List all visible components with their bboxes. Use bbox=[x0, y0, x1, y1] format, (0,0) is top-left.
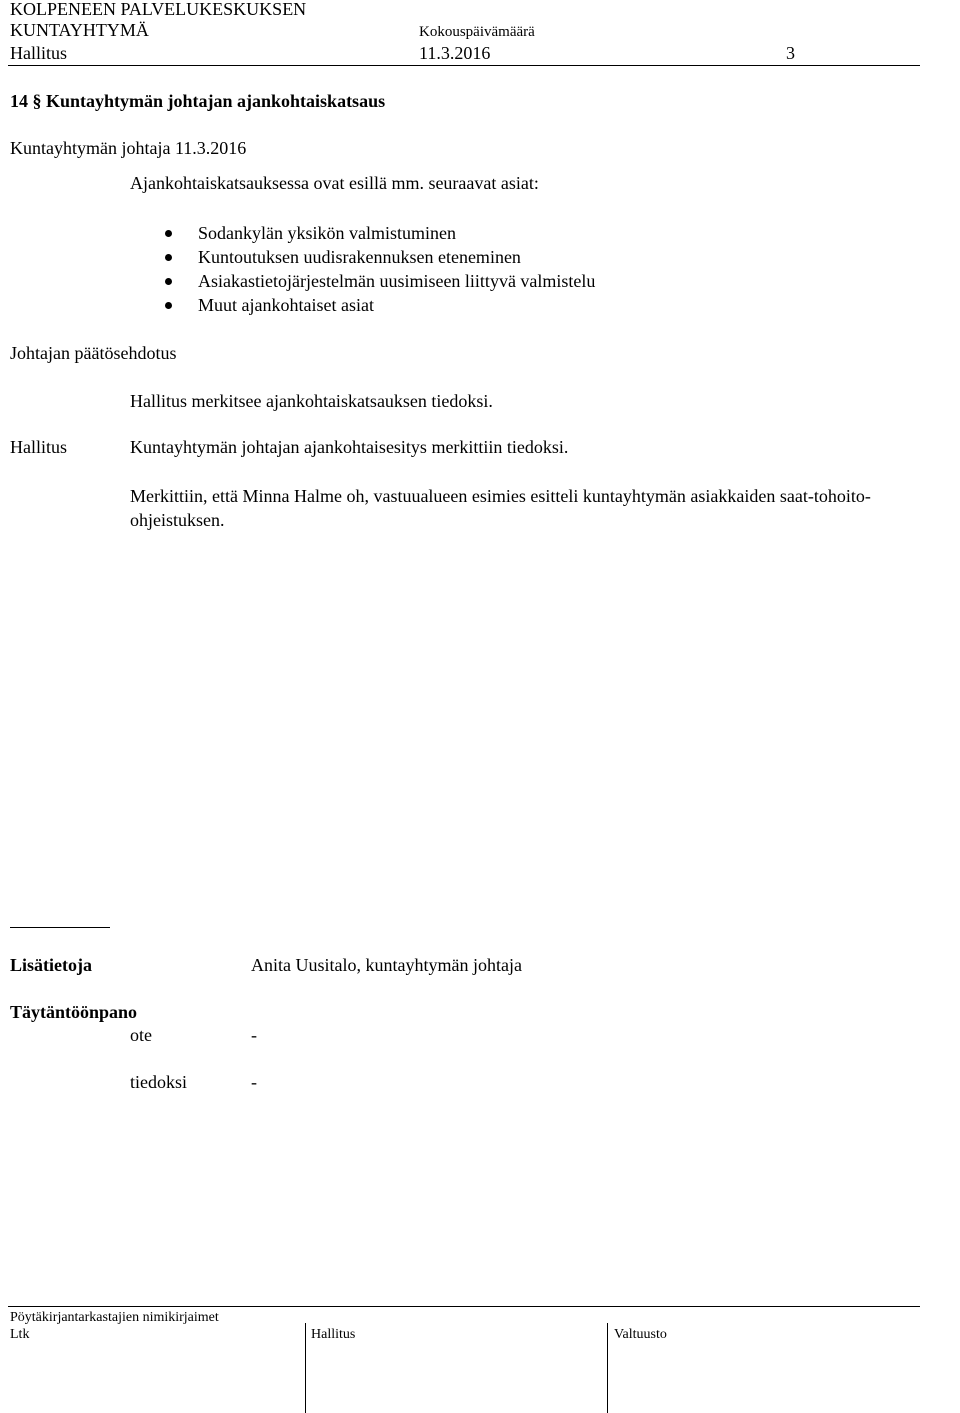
implementation-label: Täytäntöönpano bbox=[10, 1002, 138, 1022]
list-item-text: Asiakastietojärjestelmän uusimiseen liittyvä valmistelu bbox=[198, 271, 596, 291]
note-paragraph: Merkittiin, että Minna Halme oh, vastuualueen esimies esitteli kuntayhtymän asiakkaiden saat-tohoito-ohjeistuksen. bbox=[130, 486, 871, 530]
decision-label: Hallitus bbox=[10, 437, 67, 457]
separator-line bbox=[10, 927, 110, 928]
list-item-text: Muut ajankohtaiset asiat bbox=[198, 295, 374, 315]
bullet-icon bbox=[165, 278, 172, 285]
footer-divider bbox=[8, 1306, 920, 1307]
presenter-line: Kuntayhtymän johtaja 11.3.2016 bbox=[10, 138, 247, 158]
topic-list bbox=[160, 221, 595, 317]
implementation-row-label: tiedoksi bbox=[130, 1072, 187, 1092]
organization-name-line2: KUNTAYHTYMÄ bbox=[10, 20, 149, 40]
meeting-date-label: Kokouspäivämäärä bbox=[419, 24, 535, 40]
section-title: 14 § Kuntayhtymän johtajan ajankohtaiskatsaus bbox=[10, 91, 386, 111]
implementation-row-value: - bbox=[251, 1072, 257, 1092]
bullet-icon bbox=[165, 254, 172, 261]
footer-column-hallitus: Hallitus bbox=[311, 1327, 356, 1342]
footer-column-valtuusto: Valtuusto bbox=[614, 1327, 667, 1342]
list-item bbox=[160, 269, 595, 293]
implementation-row-value: - bbox=[251, 1025, 257, 1045]
info-value: Anita Uusitalo, kuntayhtymän johtaja bbox=[251, 955, 522, 975]
list-item bbox=[160, 221, 595, 245]
bullet-icon bbox=[165, 230, 172, 237]
meeting-date: 11.3.2016 bbox=[419, 43, 491, 63]
info-label: Lisätietoja bbox=[10, 955, 92, 975]
footer-column-ltk: Ltk bbox=[10, 1327, 30, 1342]
body-name: Hallitus bbox=[10, 43, 67, 63]
bullet-icon bbox=[165, 302, 172, 309]
intro-text: Ajankohtaiskatsauksessa ovat esillä mm. seuraavat asiat: bbox=[130, 173, 539, 193]
page-number: 3 bbox=[786, 43, 795, 63]
header-divider bbox=[8, 65, 920, 66]
list-item bbox=[160, 245, 595, 269]
footer-column-separator bbox=[305, 1323, 306, 1413]
list-item-text: Kuntoutuksen uudisrakennuksen eteneminen bbox=[198, 247, 521, 267]
list-item bbox=[160, 293, 595, 317]
organization-name-line1: KOLPENEEN PALVELUKESKUKSEN bbox=[10, 0, 307, 19]
footer-column-separator bbox=[607, 1323, 608, 1413]
decision-text: Kuntayhtymän johtajan ajankohtaisesitys merkittiin tiedoksi. bbox=[130, 437, 569, 457]
footer-caption: Pöytäkirjantarkastajien nimikirjaimet bbox=[10, 1310, 219, 1325]
proposal-label: Johtajan päätösehdotus bbox=[10, 343, 177, 363]
list-item-text: Sodankylän yksikön valmistuminen bbox=[198, 223, 456, 243]
implementation-row-label: ote bbox=[130, 1025, 152, 1045]
proposal-text: Hallitus merkitsee ajankohtaiskatsauksen tiedoksi. bbox=[130, 391, 493, 411]
